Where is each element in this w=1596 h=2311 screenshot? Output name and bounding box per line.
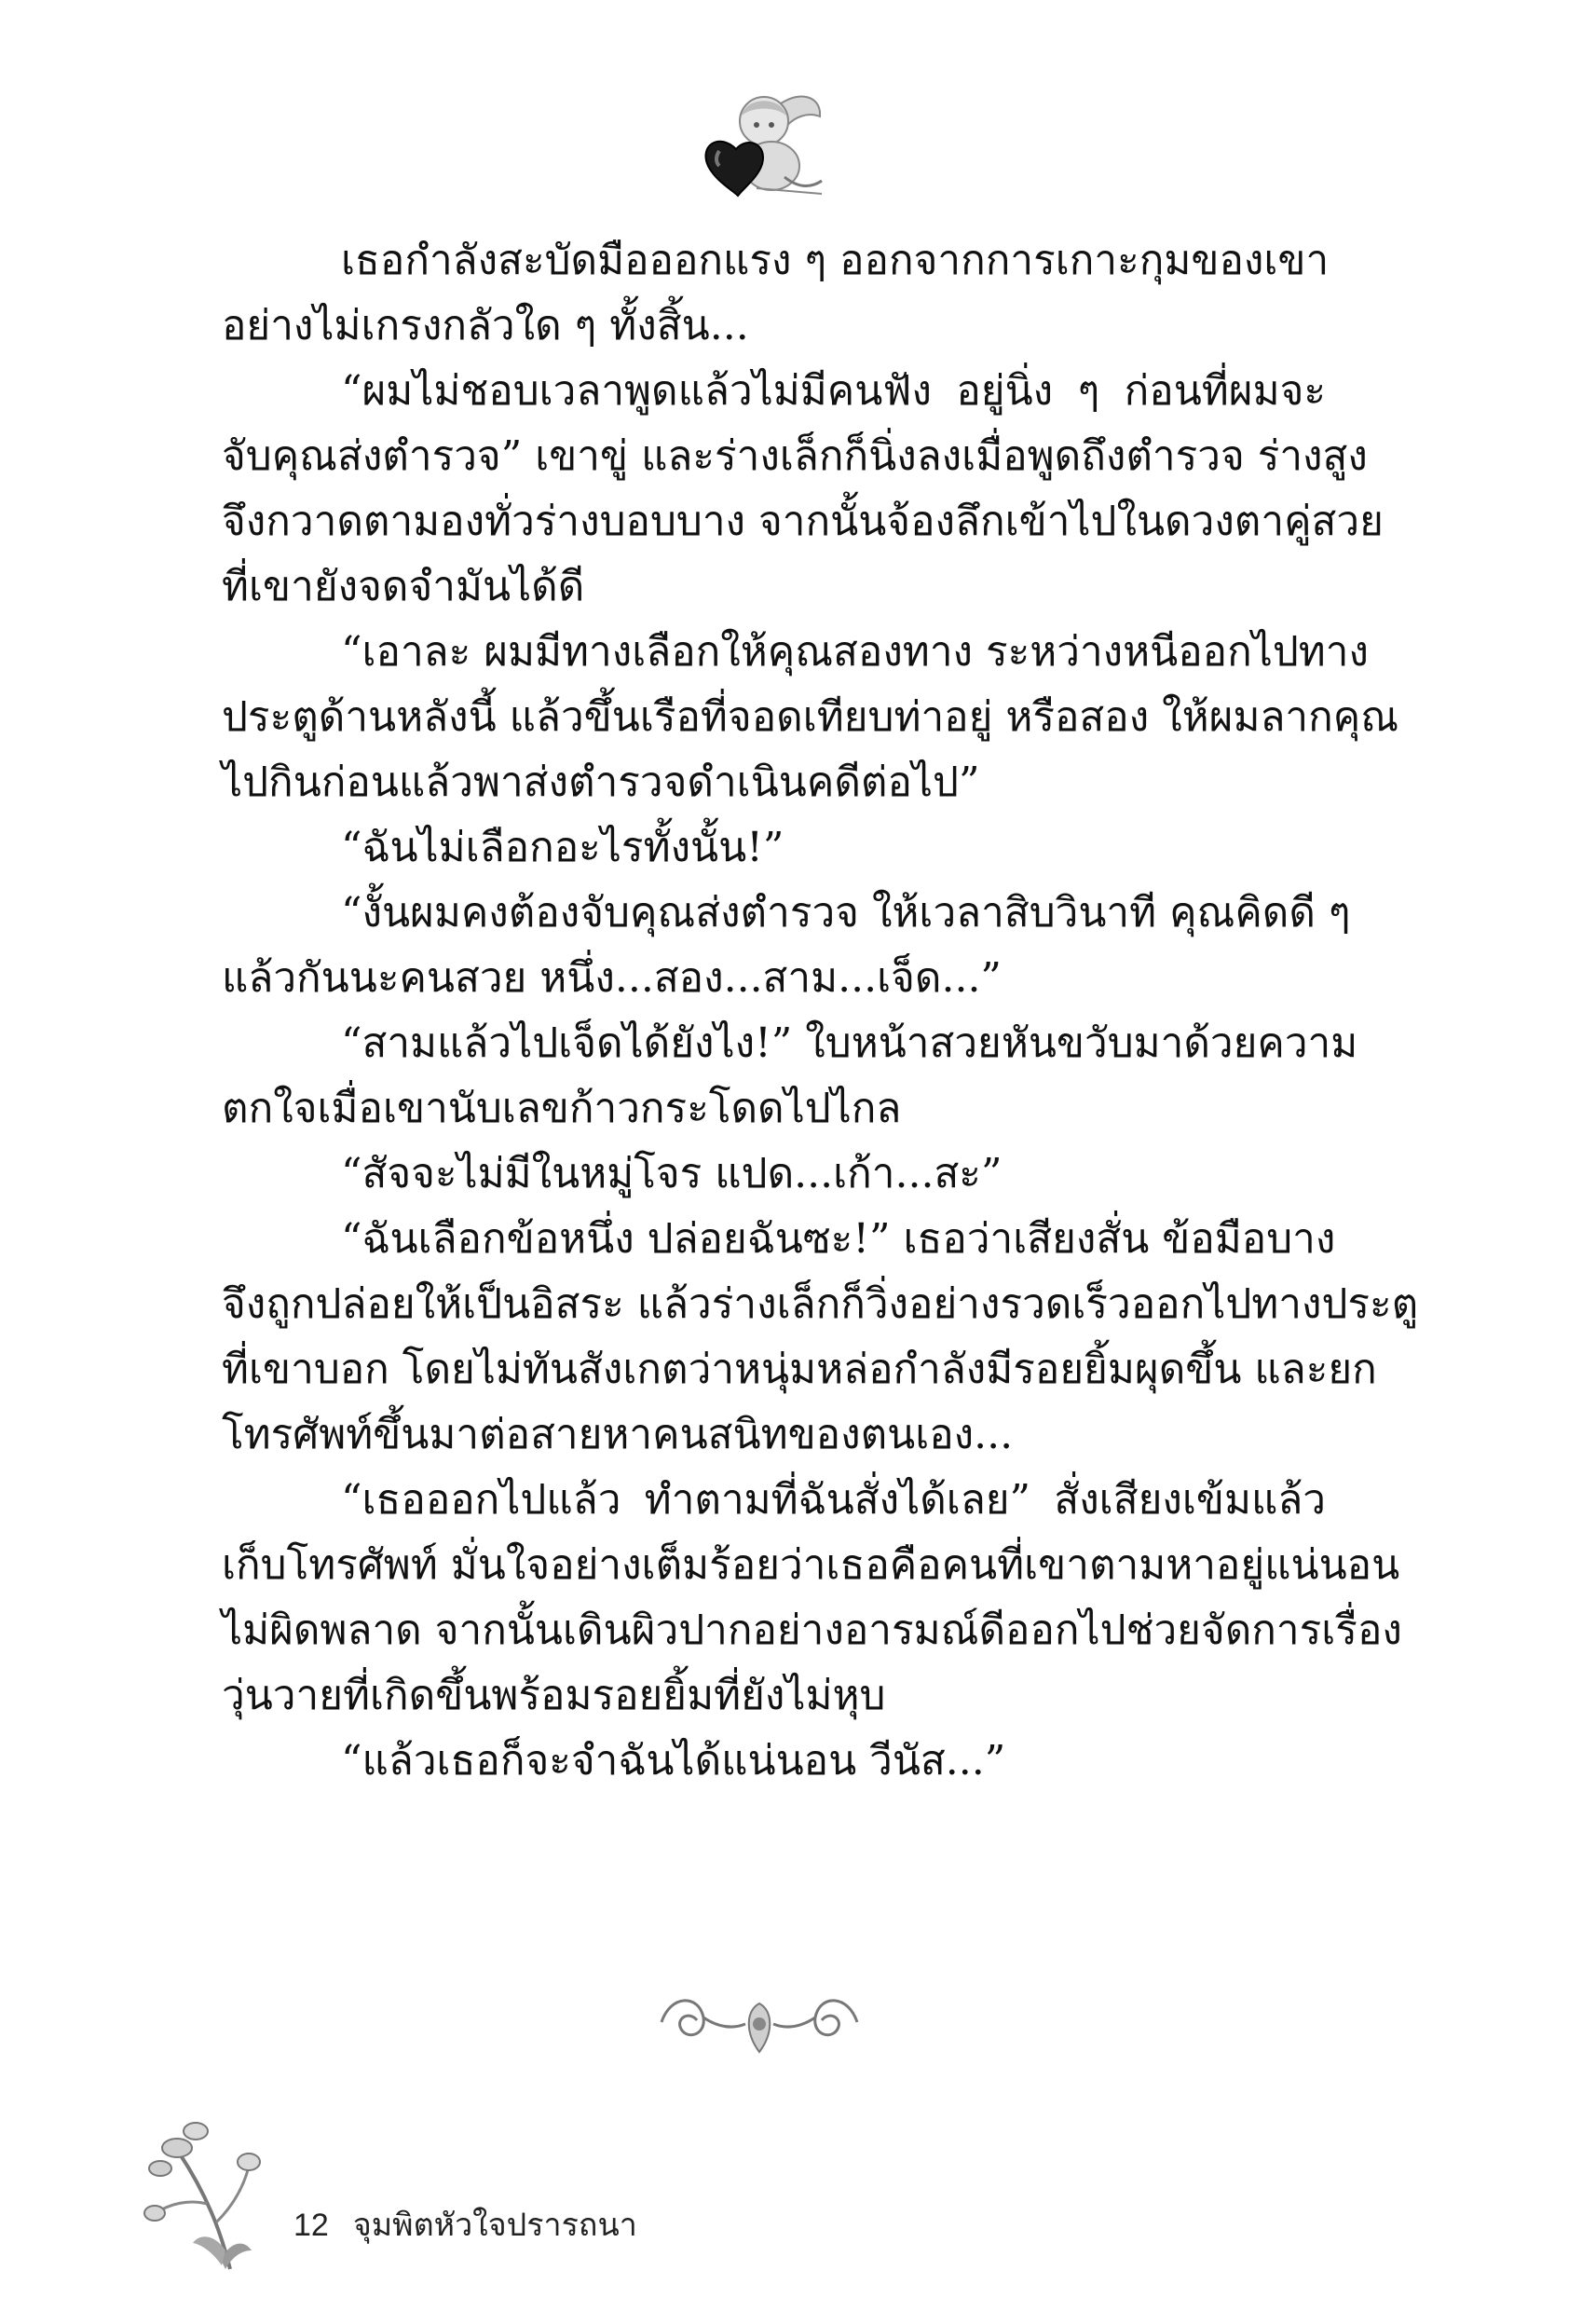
- text-line: “เธอออกไปแล้ว ทำตามที่ฉันสั่งได้เลย” สั่งเสียงเข้มแล้ว: [341, 1476, 1326, 1524]
- book-title: จุมพิตหัวใจปรารถนา: [352, 2208, 637, 2243]
- text-line: ประตูด้านหลังนี้ แล้วขึ้นเรือที่จอดเทียบท่าอยู่ หรือสอง ให้ผมลากคุณ: [222, 693, 1399, 741]
- flower-icon: [142, 2111, 263, 2274]
- text-line: จึงถูกปล่อยให้เป็นอิสระ แล้วร่างเล็กก็วิ่งอย่างรวดเร็วออกไปทางประตู: [222, 1280, 1419, 1328]
- text-line: โทรศัพท์ขึ้นมาต่อสายหาคนสนิทของตนเอง...: [222, 1411, 1014, 1458]
- text-line: “ฉันไม่เลือกอะไรทั้งนั้น!”: [341, 824, 784, 871]
- text-line: จึงกวาดตามองทั่วร่างบอบบาง จากนั้นจ้องลึกเข้าไปในดวงตาคู่สวย: [222, 498, 1384, 545]
- text-line: ที่เขายังจดจำมันได้ดี: [222, 563, 585, 610]
- text-line: ที่เขาบอก โดยไม่ทันสังเกตว่าหนุ่มหล่อกำลังมีรอยยิ้มผุดขึ้น และยก: [222, 1346, 1377, 1393]
- text-line: จับคุณส่งตำรวจ” เขาขู่ และร่างเล็กก็นิ่งลงเมื่อพูดถึงตำรวจ ร่างสูง: [222, 432, 1368, 480]
- cupid-icon: [691, 84, 831, 205]
- text-line: อย่างไม่เกรงกลัวใด ๆ ทั้งสิ้น...: [222, 302, 749, 349]
- text-line: แล้วกันนะคนสวย หนึ่ง...สอง...สาม...เจ็ด...”: [222, 954, 1002, 1002]
- text-line: “ผมไม่ชอบเวลาพูดแล้วไม่มีคนฟัง อยู่นิ่ง ๆ ก่อนที่ผมจะ: [341, 367, 1326, 415]
- text-line: “ฉันเลือกข้อหนึ่ง ปล่อยฉันซะ!” เธอว่าเสียงสั่น ข้อมือบาง: [341, 1215, 1336, 1263]
- text-line: เก็บโทรศัพท์ มั่นใจอย่างเต็มร้อยว่าเธอคือคนที่เขาตามหาอยู่แน่นอน: [222, 1541, 1400, 1589]
- text-line: “สัจจะไม่มีในหมู่โจร แปด...เก้า...สะ”: [341, 1150, 1003, 1197]
- story-text: [222, 228, 1419, 1794]
- flourish-ornament-icon: [652, 1985, 866, 2059]
- text-line: “แล้วเธอก็จะจำฉันได้แน่นอน วีนัส...”: [341, 1737, 1006, 1785]
- page-footer: [293, 2199, 637, 2249]
- text-line: “สามแล้วไปเจ็ดได้ยังไง!” ใบหน้าสวยหันขวับมาด้วยความ: [341, 1019, 1358, 1067]
- text-line: วุ่นวายที่เกิดขึ้นพร้อมรอยยิ้มที่ยังไม่หุบ: [222, 1672, 886, 1719]
- text-line: “งั้นผมคงต้องจับคุณส่งตำรวจ ให้เวลาสิบวินาที คุณคิดดี ๆ: [341, 889, 1351, 937]
- text-line: ไม่ผิดพลาด จากนั้นเดินผิวปากอย่างอารมณ์ดีออกไปช่วยจัดการเรื่อง: [222, 1607, 1402, 1654]
- text-line: ตกใจเมื่อเขานับเลขก้าวกระโดดไปไกล: [222, 1085, 902, 1132]
- text-line: ไปกินก่อนแล้วพาส่งตำรวจดำเนินคดีต่อไป”: [222, 759, 980, 806]
- page-number: 12: [293, 2208, 329, 2243]
- text-line: เธอกำลังสะบัดมือออกแรง ๆ ออกจากการเกาะกุมของเขา: [341, 237, 1330, 284]
- text-line: “เอาละ ผมมีทางเลือกให้คุณสองทาง ระหว่างหนีออกไปทาง: [341, 628, 1369, 676]
